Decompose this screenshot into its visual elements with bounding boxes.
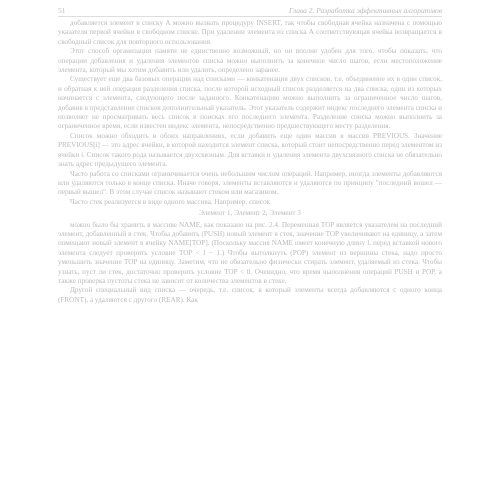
paragraph: добавляется элемент в списку А можно вызвать процедуру INSERT, так чтобы свободная ячейка назначена с помощью указателя первой ячейки в свободном списке. При удалении элемента из списка А соответствующая ячейка возвращается в свободный список для повторного использования.: [58, 19, 442, 46]
page-header: [58, 5, 442, 17]
page-body: [58, 19, 442, 305]
paragraph: Этот способ организации памяти не единственно возможный, но он вполне удобен для того, чтобы показать, что операции добавления и удаления элементов списка можно выполнить за конечное число шагов, если местоположение элемента, который мы хотим добавить или удалить, определено заранее.: [58, 47, 442, 75]
paragraph: можно было бы хранить в массиве NAME, как показано на рис. 2.4. Переменная TOP является указателем на последний элемент, добавленный в стек. Чтобы добавить (PUSH) новый элемент в стек, значение TOP увеличивают на единицу, а затем помещают новый элемент в ячейку NAME[TOP]. (Поскольку массив NAME имеет конечную длину l, перед вставкой нового элемента следует проверить условие TOP < l − 1.) Чтобы вытолкнуть (POP) элемент из вершины стека, надо просто уменьшить значение TOP на единицу. Заметим, что не обязательно физически стирать элемент, удаляемый из стека. Чтобы узнать, пуст ли стек, достаточно проверить условие TOP < 0. Очевидно, что время выполнения операций PUSH и POP, а также проверка пустоты стека не зависит от количества элементов в стеке.: [58, 220, 442, 285]
paragraph: Часто стек реализуется в виде одного массива. Например, список: [70, 197, 271, 206]
page-number: 51: [58, 6, 66, 15]
running-title: Глава 2. Разработка эффективных алгоритмов: [289, 6, 442, 15]
inline-caption: Элемент 1, Элемент 2, Элемент 3: [199, 209, 301, 218]
paragraph: Другой специальный вид списка — очередь, т.е. список, в который элементы всегда добавляются с одного конца (FRONT), а удаляются с другого (REAR). Как: [58, 286, 442, 304]
paragraph: Часто работа со списками ограничивается очень небольшим числом операций. Например, иногда элементы добавляются или удаляются только в конце списка. Иначе говоря, элементы вставляются и удаляются по принципу "последний вошел — первый вышел". В этом случае список называют стеком или магазином.: [58, 169, 442, 197]
paragraph: Существует еще два базовых операции над списками — конкатенация двух списков, т.е. объединение их в один список, и обратная к ней операция разделения списка, после которой исходный список разделяется на два списка, один из которых начинается с элемента, следующего после заданного. Конкатенацию можно выполнить за ограниченное число шагов, добавив в представление списков дополнительный указатель. Этот указатель содержит индекс последнего элемента списка и позволяет не просматривать весь список в поисках его последнего элемента. Разделение списка можно выполнить за ограниченное время, если известен индекс элемента, непосредственно предшествующего месту разделения.: [58, 75, 442, 131]
paragraph: Список можно обходить в обоих направлениях, если добавить еще один массив в массив PREVIOUS. Значение PREVIOUS[i] — это адрес ячейки, в которой находится элемент списка, который стоит непосредственно перед элементом из ячейки i. Список такого рода называется двухсвязным. Для вставки и удаления элемента двухсвязного списка не обязательно знать адрес предыдущего элемента.: [58, 131, 442, 169]
